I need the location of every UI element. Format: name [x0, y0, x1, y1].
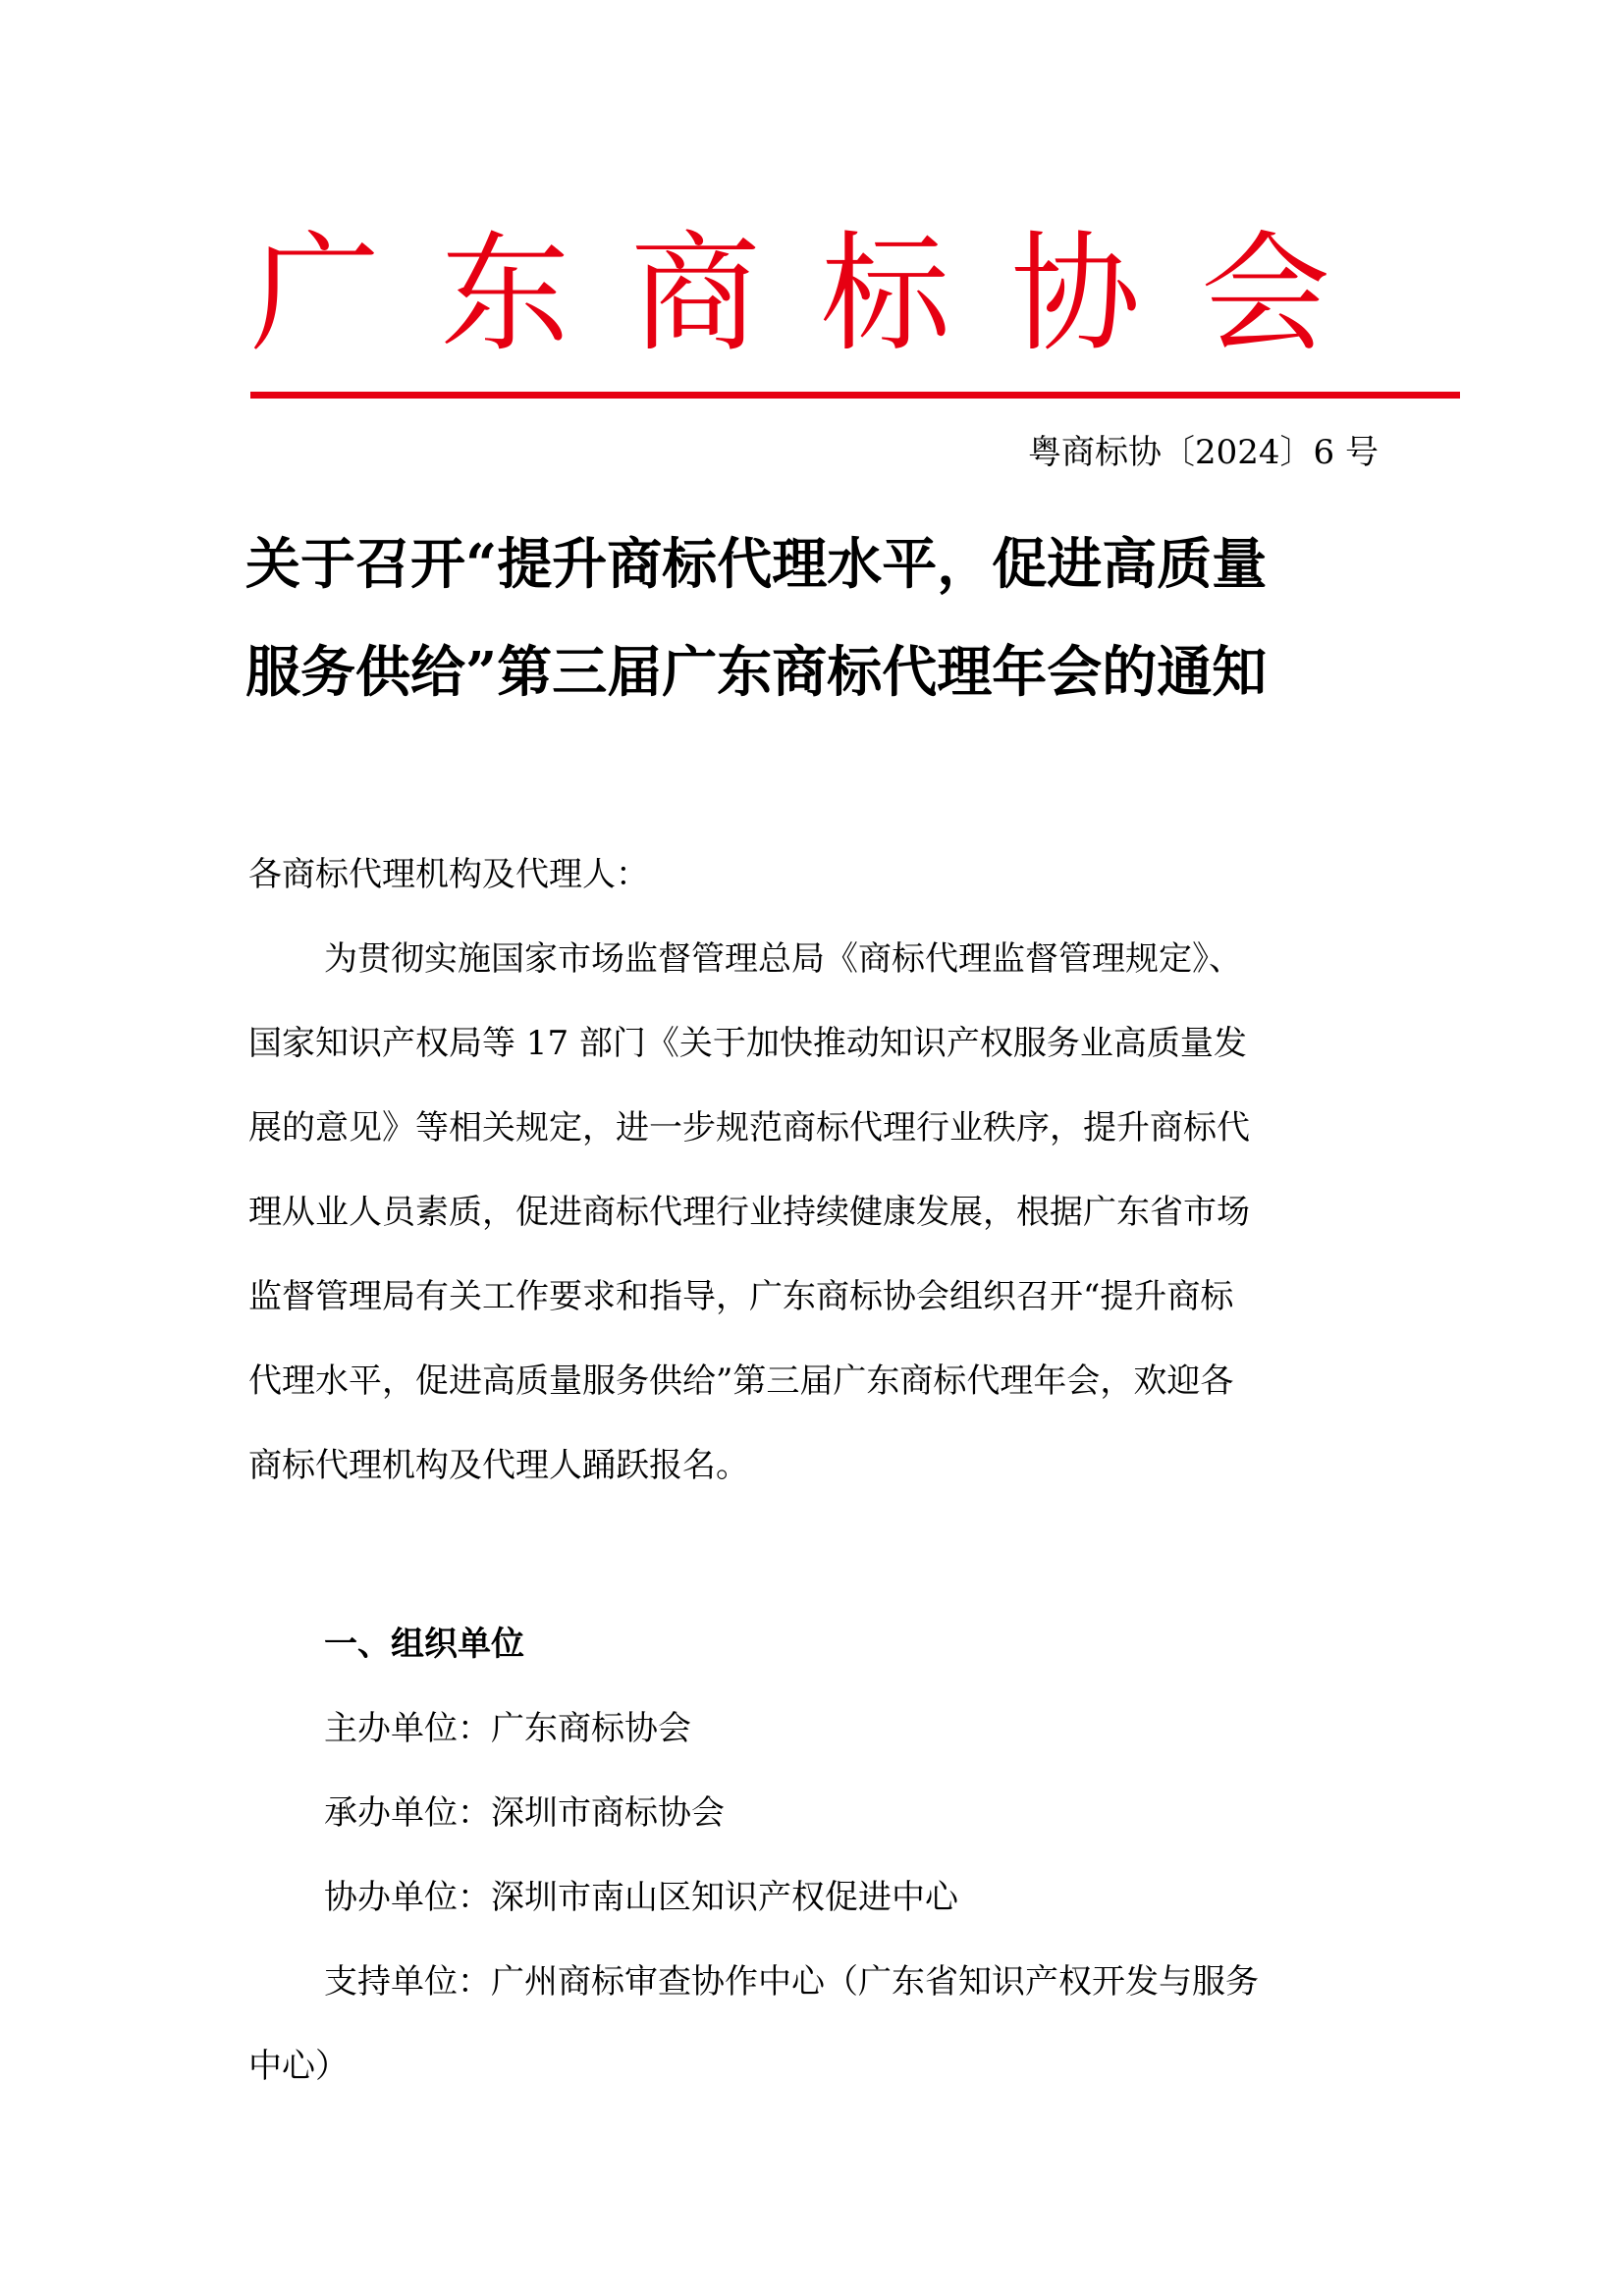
document-title-line: 服务供给”第三届广东商标代理年会的通知	[245, 640, 1268, 705]
paragraph-line: 代理水平，促进高质量服务供给”第三届广东商标代理年会，欢迎各	[248, 1362, 1234, 1401]
organizer-item-continuation: 中心）	[248, 2047, 349, 2086]
section-heading: 一、组织单位	[324, 1625, 524, 1664]
organizer-item: 主办单位：广东商标协会	[324, 1709, 691, 1748]
masthead-char: 东	[440, 219, 570, 370]
paragraph-line: 展的意见》等相关规定，进一步规范商标代理行业秩序，提升商标代	[248, 1108, 1250, 1148]
masthead-char: 商	[630, 219, 761, 370]
document-title-line: 关于召开“提升商标代理水平，促进高质量	[245, 532, 1268, 597]
masthead-char: 会	[1200, 219, 1330, 370]
document-title	[245, 510, 1384, 726]
masthead-divider	[250, 392, 1460, 399]
masthead-char: 广	[250, 219, 380, 370]
paragraph-line: 理从业人员素质，促进商标代理行业持续健康发展，根据广东省市场	[248, 1193, 1250, 1232]
masthead-char: 协	[1010, 219, 1141, 370]
paragraph-line: 国家知识产权局等 17 部门《关于加快推动知识产权服务业高质量发	[248, 1024, 1247, 1063]
masthead-title	[250, 221, 1330, 368]
paragraph-line: 商标代理机构及代理人踊跃报名。	[248, 1446, 749, 1485]
paragraph-line: 为贯彻实施国家市场监督管理总局《商标代理监督管理规定》、	[324, 939, 1242, 979]
salutation: 各商标代理机构及代理人：	[248, 855, 649, 894]
organizer-item: 协办单位：深圳市南山区知识产权促进中心	[324, 1878, 958, 1917]
paragraph-line: 监督管理局有关工作要求和指导，广东商标协会组织召开“提升商标	[248, 1277, 1234, 1316]
organizer-item: 承办单位：深圳市商标协会	[324, 1793, 725, 1833]
document-number: 粤商标协〔2024〕6 号	[1028, 433, 1379, 472]
masthead-char: 标	[820, 219, 950, 370]
organizer-item: 支持单位：广州商标审查协作中心（广东省知识产权开发与服务	[324, 1962, 1259, 2002]
